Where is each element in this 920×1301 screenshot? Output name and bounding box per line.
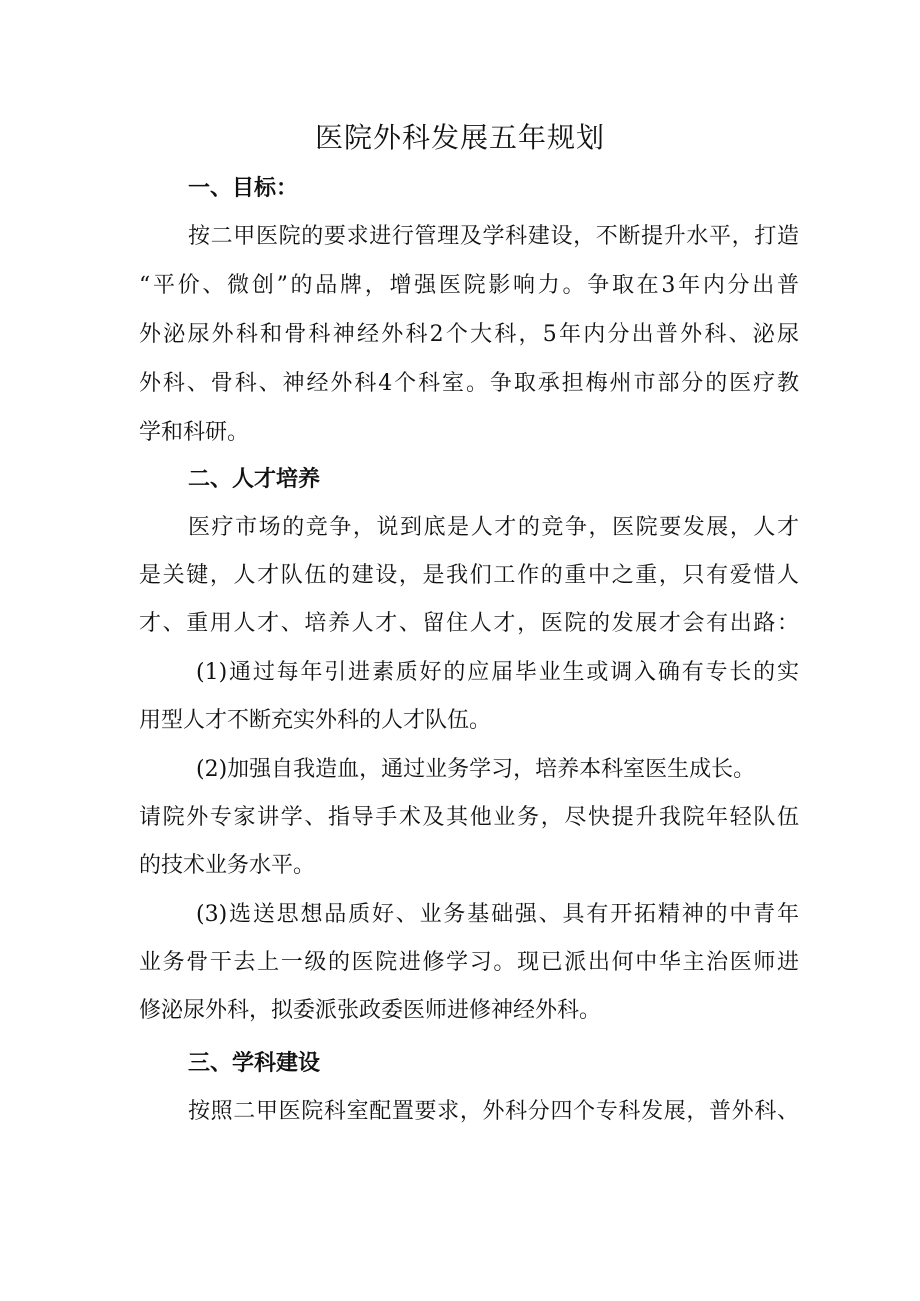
section-heading-goals: 一、目标： bbox=[188, 176, 299, 201]
paragraph-line: 才、重用人才、培养人才、留住人才，医院的发展才会有出路： bbox=[139, 611, 799, 636]
paragraph-line: “平价、微创”的品牌，增强医院影响力。争取在3年内分出普 bbox=[139, 273, 799, 298]
list-item-line: (3)选送思想品质好、业务基础强、具有开拓精神的中青年 bbox=[196, 902, 799, 927]
list-item-line: 业务骨干去上一级的医院进修学习。现已派出何中华主治医师进 bbox=[139, 950, 799, 975]
list-item-line: 用型人才不断充实外科的人才队伍。 bbox=[139, 708, 492, 733]
page-title: 医院外科发展五年规划 bbox=[314, 121, 605, 154]
list-item-line: 请院外专家讲学、指导手术及其他业务，尽快提升我院年轻队伍 bbox=[139, 805, 799, 830]
paragraph-line: 学和科研。 bbox=[139, 420, 250, 445]
section-heading-talent: 二、人才培养 bbox=[188, 467, 321, 492]
section-heading-discipline: 三、学科建设 bbox=[188, 1051, 321, 1076]
paragraph-line: 医疗市场的竞争，说到底是人才的竞争，医院要发展，人才 bbox=[188, 515, 799, 540]
list-item-line: (1)通过每年引进素质好的应届毕业生或调入确有专长的实 bbox=[196, 660, 799, 685]
paragraph-line: 外科、骨科、神经外科4个科室。争取承担梅州市部分的医疗教 bbox=[139, 371, 799, 396]
list-item-line: 修泌尿外科，拟委派张政委医师进修神经外科。 bbox=[139, 998, 602, 1023]
paragraph-line: 按二甲医院的要求进行管理及学科建设，不断提升水平，打造 bbox=[188, 224, 799, 249]
list-item-line: 的技术业务水平。 bbox=[139, 853, 316, 878]
list-item-line: (2)加强自我造血，通过业务学习，培养本科室医生成长。 bbox=[196, 757, 756, 782]
paragraph-line: 按照二甲医院科室配置要求，外科分四个专科发展，普外科、 bbox=[188, 1099, 799, 1124]
paragraph-line: 是关键，人才队伍的建设，是我们工作的重中之重，只有爱惜人 bbox=[139, 563, 799, 588]
paragraph-line: 外泌尿外科和骨科神经外科2个大科，5年内分出普外科、泌尿 bbox=[139, 322, 799, 347]
